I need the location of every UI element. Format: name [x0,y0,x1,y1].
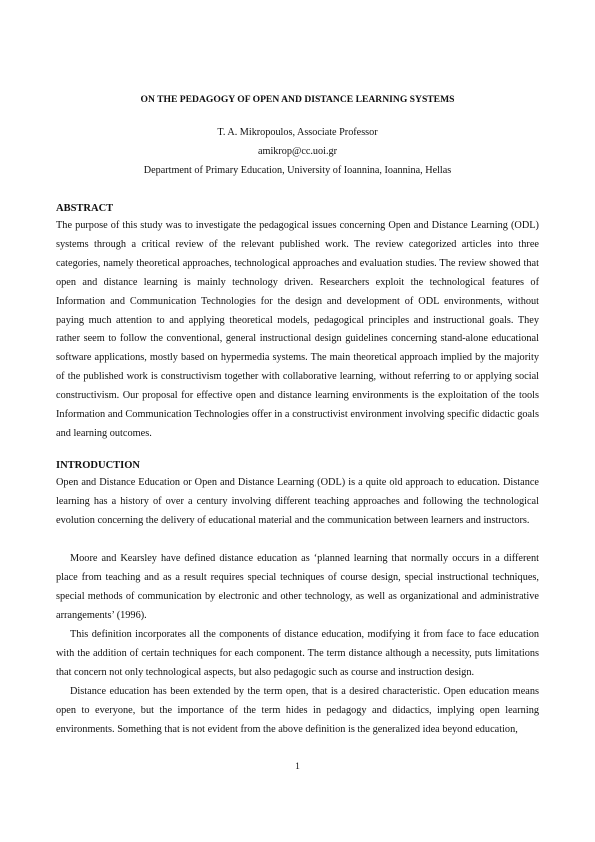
intro-paragraph: This definition incorporates all the components of distance education, modifying it from face to face education with the addition of certain techniques for each component. The term distance although a necessity, puts limitations that concern not only technological aspects, but also pedagogic such as course and instruction design. [56,629,539,678]
author-name: T. A. Mikropoulos, Associate Professor [217,127,378,138]
paper-title: ON THE PEDAGOGY OF OPEN AND DISTANCE LEARNING SYSTEMS [140,94,455,105]
author-affiliation: Department of Primary Education, University of Ioannina, Ioannina, Hellas [143,165,452,176]
page-number: 1 [295,762,300,772]
introduction-heading: INTRODUCTION [56,460,141,471]
abstract-text: The purpose of this study was to investigate the pedagogical issues concerning Open and Distance Learning (ODL) systems through a critical review of the relevant published work. The review categorized articles into three categories, namely theoretical approaches, technological approaches and evaluation studies. The review showed that open and distance learning is mainly technology driven. Researchers exploit the technological features of Information and Communication Technologies for the design and development of ODL environments, without paying much attention to and applying theoretical models, pedagogical principles and instructional goals. They rather seem to follow the conventional, general instructional design guidelines concerning stand-alone educational software applications, mostly based on hypermedia systems. The main theoretical approach implied by the majority of the published work is constructivism together with collaborative learning, without referring to or applying social constructivism. Our proposal for effective open and distance learning environments is the exploitation of the tools Information and Communication Technologies offer in a constructivist environment involving specific didactic goals and learning outcomes. [56,220,539,439]
intro-paragraph: Moore and Kearsley have defined distance education as ‘planned learning that normally occurs in a different place from teaching and as a result requires special techniques of course design, special instructional techniques, special methods of communication by electronic and other technology, as well as organizational and administrative arrangements’ (1996). [56,553,539,621]
intro-paragraph: Open and Distance Education or Open and Distance Learning (ODL) is a quite old approach to education. Distance learning has a history of over a century involving different teaching approaches and following the technological evolution concerning the delivery of educational material and the communication between learners and instructors. [56,477,539,526]
author-email: amikrop@cc.uoi.gr [258,146,337,157]
intro-paragraph: Distance education has been extended by the term open, that is a desired characteristic. Open education means open to everyone, but the importance of the term hides in pedagogy and didactics, implying open learning environments. Something that is not evident from the above definition is the generalized idea beyond education, [56,686,539,735]
abstract-heading: ABSTRACT [56,203,114,214]
